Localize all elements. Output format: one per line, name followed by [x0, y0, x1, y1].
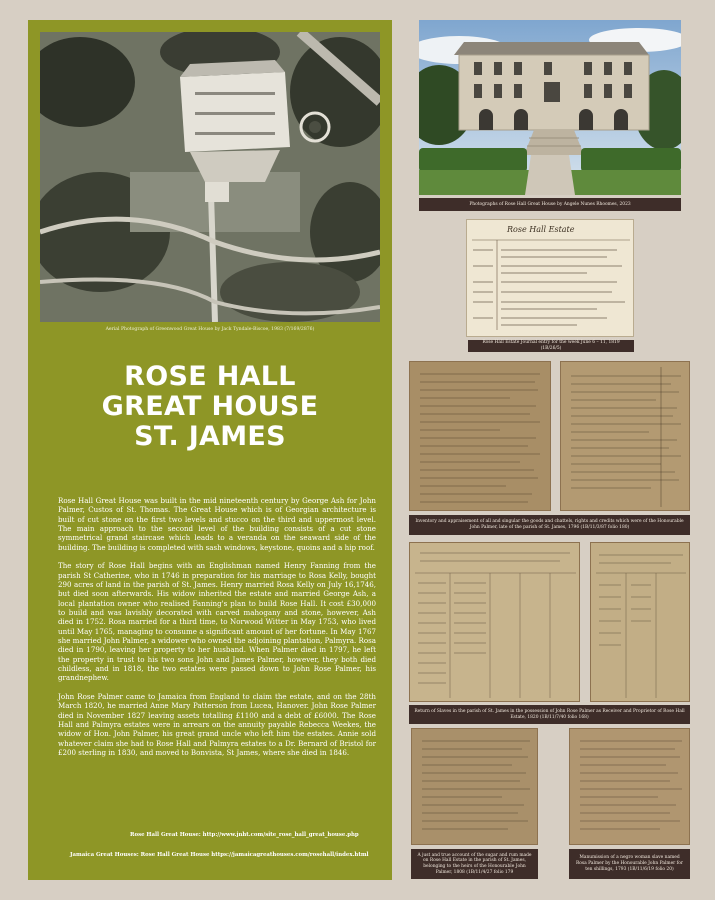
history-text [58, 496, 376, 766]
inventory-document-2 [560, 361, 690, 511]
reference-links [58, 832, 376, 872]
journal-caption: Rose Hall Estate Journal entry for the week June 6 – 11, 1819 (1B/26/5) [468, 340, 634, 352]
aerial-photograph [40, 32, 380, 322]
slave-return-document-1 [409, 542, 580, 702]
aerial-caption: Aerial Photograph of Greenwood Great House by Jack Tyndale-Biscoe, 1983 (7/169/2876) [105, 327, 315, 332]
journal-document [466, 219, 634, 337]
sugar-account-caption: A just and true account of the sugar and rum made on Rose Hall Estate in the parish of St. James, belonging to the heirs of the Honourable John Palmer, 1808 (1B/11/4/27 folio 179 [411, 849, 538, 879]
inventory-caption: Inventory and appraisement of all and singular the goods and chattels, rights and credits which were of the Honourable John Palmer, late of the parish of St. James, 1796 (1B/11/3/87 folio 180) [409, 515, 690, 535]
paragraph-architecture: Rose Hall Great House was built in the mid nineteenth century by George Ash for John Palmer, Custos of St. Thomas. The Great House which is of Georgian architecture is built of cut stone on the first two levels and stucco on the third and uppermost level. The main approach to the second level of the building consists of a cut stone symmetrical grand staircase which leads to a veranda on the seaward side of the building. The building is completed with sash windows, keystone, quoins and a hip roof. [58, 496, 376, 552]
inventory-document-1 [409, 361, 551, 511]
journal-heading: Rose Hall Estate [507, 225, 575, 234]
title-line-3: ST. JAMES [134, 421, 286, 453]
manumission-document [569, 728, 690, 845]
slave-return-caption: Return of Slaves in the parish of St. James in the possession of John Rose Palmer as Receiver and Proprietor of Rose Hall Estate, 1820 (1B/11/7/40 folio 168) [409, 705, 690, 724]
title-line-2: GREAT HOUSE [101, 391, 319, 423]
photo-caption: Photographs of Rose Hall Great House by Angele Nunes Rhoomes, 2023 [419, 198, 681, 211]
manumission-caption: Manumission of a negro woman slave named Rosa Palmer by the Honourable John Palmer for ten shillings, 1793 (1B/11/6/19 folio 20) [569, 849, 690, 879]
link-great-houses[interactable]: Jamaica Great Houses: Rose Hall Great House https://jamaicagreathouses.com/rosehall/index.html [70, 852, 369, 858]
title-line-1: ROSE HALL [124, 361, 296, 392]
paragraph-palmer: John Rose Palmer came to Jamaica from England to claim the estate, and on the 28th March 1820, he married Anne Mary Patterson from Lucea, Hanover. John Rose Palmer died in November 1827 leaving assets totalling £1100 and a debt of £6000. The Rose Hall and Palmyra estates were in arrears on the annuity payable Rebecca Weekes, the widow of Hon. John Palmer, his great grand uncle who left him the estates. Annie sold whatever claim she had to Rose Hall and Palmyra estates to a Dr. Bernard of Bristol for £200 sterling in 1830, and moved to Bonvista, St James, where she died in 1846. [58, 691, 376, 757]
slave-return-document-2 [590, 542, 690, 702]
paragraph-story: The story of Rose Hall begins with an Englishman named Henry Fanning from the parish St Catherine, who in 1746 in preparation for his marriage to Rosa Kelly, bought 290 acres of land in the parish of St. James. Henry married Rosa Kelly on July 16,1746, but died soon afterwards. His widow inherited the estate and married George Ash, a local plantation owner who realised Fanning's plan to build Rose Hall. It cost £30,000 to build and was lavishly decorated with carved mahogany and stone, however, Ash died in 1752. Rosa married for a third time, to Norwood Witter in May 1753, who lived until May 1765, managing to consume a significant amount of her fortune. In May 1767 she married John Palmer, a widower who owned the adjoining plantation, Palmyra. Rosa died in 1790, leaving her property to her husband. When Palmer died in 1797, he left the property in trust to his two sons John and James Palmer, however, they both died childless, and in 1818, the two estates were passed down to John Rose Palmer, his grandnephew. [58, 561, 376, 683]
page-title [28, 362, 392, 453]
info-panel [28, 20, 392, 880]
house-photograph [419, 20, 681, 195]
link-jnht[interactable]: Rose Hall Great House: http://www.jnht.com/site_rose_hall_great_house.php [130, 832, 359, 838]
sugar-account-document [411, 728, 538, 845]
